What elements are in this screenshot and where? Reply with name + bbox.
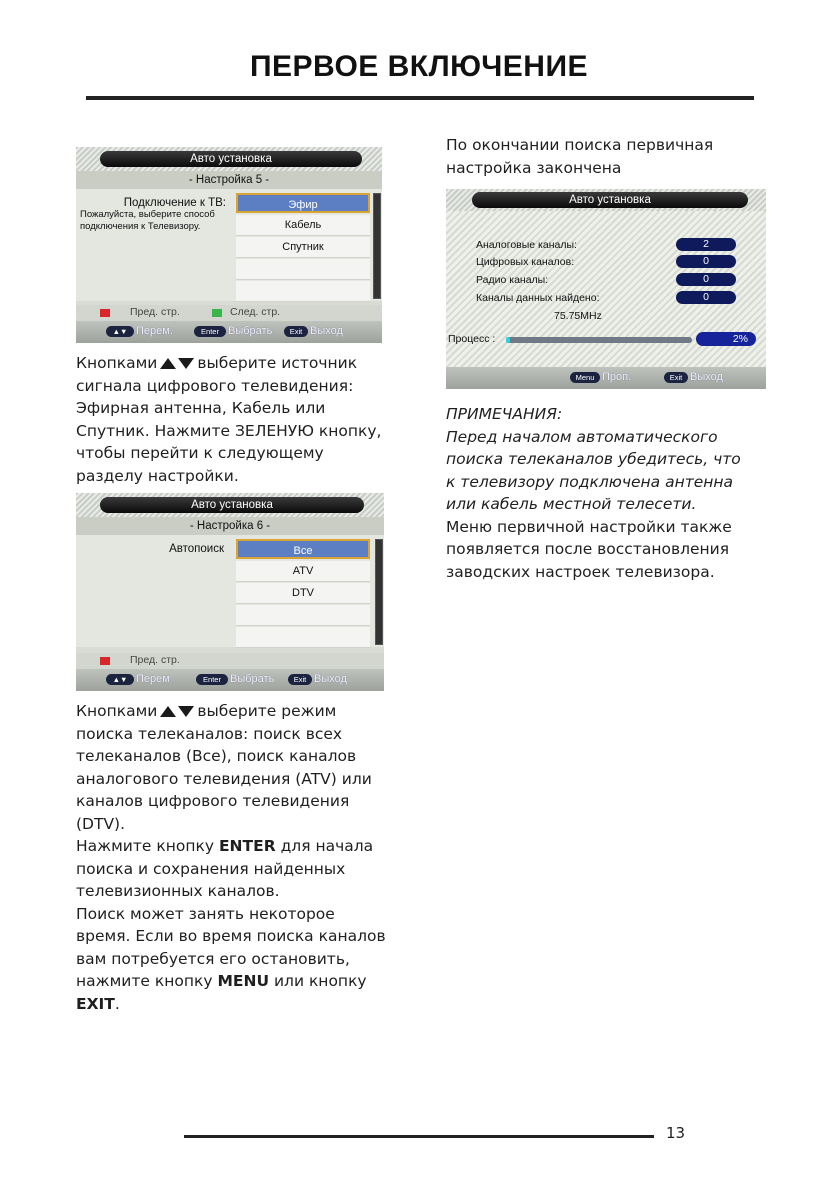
footer-rule (184, 1135, 654, 1138)
screen1-label: Подключение к ТВ: (123, 197, 226, 209)
option-kabel[interactable]: Кабель (236, 215, 370, 236)
row-data-value: 0 (676, 291, 736, 304)
row-analog-value: 2 (676, 238, 736, 251)
notes-extra: Меню первичной настройки также появляется после восстановления заводских настроек телевизора. (446, 517, 732, 581)
progress-percent: 2% (696, 332, 756, 346)
screen2-header: Авто установка (100, 497, 364, 513)
row-digital-label: Цифровых каналов: (476, 256, 575, 268)
red-key-icon (100, 309, 110, 317)
prev-page-label: Пред. стр. (130, 306, 180, 318)
screen1-hint-1: Пожалуйста, выберите способ (80, 209, 215, 220)
down-arrow-icon (178, 358, 194, 369)
menu-label: Проп. (602, 371, 632, 383)
exit-button-2[interactable]: Exit (288, 674, 312, 685)
enter-button-2[interactable]: Enter (196, 674, 228, 685)
right-intro: По окончании поиска первичная настройка закончена (446, 136, 714, 177)
progress-bar (506, 337, 692, 343)
up-arrow-icon (160, 358, 176, 369)
notes (446, 403, 742, 583)
down-arrow-icon-2 (178, 706, 194, 717)
exit-label: Выход (310, 325, 343, 337)
screen1-hint-2: подключения к Телевизору. (80, 221, 201, 232)
notes-text: Перед началом автоматического поиска телеканалов убедитесь, что к телевизору подключена антенна или кабель местной телесети. (446, 427, 741, 513)
row-radio-value: 0 (676, 273, 736, 286)
screen-setup-6 (76, 493, 384, 691)
screen2-label: Автопоиск (169, 543, 224, 555)
paragraph-search-mode: Кнопками выберите режим поиска телеканалов: поиск всех телеканалов (Все), поиск каналов аналогового телевидения (ATV) или каналов цифрового телевидения (DTV). Нажмите кнопку ENTER для начала поиска и сохранения найденных телевизионных каналов. Поиск может занять некоторое время. Если во время поиска каналов вам потребуется его остановить, нажмите кнопку MENU или кнопку EXIT. (76, 702, 386, 1013)
menu-key-label: MENU (217, 972, 270, 990)
move-button[interactable]: ▲▼ (106, 326, 134, 337)
next-page-label: След. стр. (230, 306, 281, 318)
scrollbar-2[interactable] (375, 539, 383, 645)
page-title: ПЕРВОЕ ВКЛЮЧЕНИЕ (249, 50, 589, 83)
move-label: Перем. (136, 325, 173, 337)
exit-label-3: Выход (690, 371, 723, 383)
screen-setup-5 (76, 147, 382, 343)
row-data-label: Каналы данных найдено: (476, 292, 600, 304)
enter-label: Выбрать (228, 325, 273, 337)
screen2-subheader: - Настройка 6 - (76, 517, 384, 535)
row-radio-label: Радио каналы: (476, 274, 549, 286)
row-analog-label: Аналоговые каналы: (476, 239, 577, 251)
option-vse[interactable]: Все (236, 539, 370, 559)
option-atv[interactable]: ATV (236, 561, 370, 582)
option-empty-1 (236, 259, 370, 280)
screen1-subheader: - Настройка 5 - (76, 171, 382, 189)
option-efir[interactable]: Эфир (236, 193, 370, 213)
red-key-icon-2 (100, 657, 110, 665)
green-key-icon (212, 309, 222, 317)
screen3-header: Авто установка (472, 192, 748, 208)
paragraph-source: Кнопками выберите источник сигнала цифрового телевидения: Эфирная антенна, Кабель или Спутник. Нажмите ЗЕЛЕНУЮ кнопку, чтобы перейти к следующему разделу настройки. (76, 354, 382, 485)
exit-label-2: Выход (314, 673, 347, 685)
enter-label-2: Выбрать (230, 673, 275, 685)
menu-button[interactable]: Menu (570, 372, 600, 383)
page-number: 13 (666, 1124, 686, 1142)
move-label-2: Перем (136, 673, 170, 685)
screen1-header: Авто установка (100, 151, 362, 167)
exit-button[interactable]: Exit (284, 326, 308, 337)
screen-search-progress (446, 189, 766, 389)
notes-title: ПРИМЕЧАНИЯ: (446, 405, 563, 423)
option-dtv[interactable]: DTV (236, 583, 370, 604)
option-empty-2 (236, 281, 370, 302)
option-empty-3 (236, 605, 370, 626)
row-digital-value: 0 (676, 255, 736, 268)
scrollbar[interactable] (373, 193, 381, 299)
prev-page-label-2: Пред. стр. (130, 654, 180, 666)
frequency-readout: 75.75MHz (554, 310, 602, 322)
exit-button-3[interactable]: Exit (664, 372, 688, 383)
move-button-2[interactable]: ▲▼ (106, 674, 134, 685)
title-rule (86, 96, 754, 100)
option-sputnik[interactable]: Спутник (236, 237, 370, 258)
exit-key-label: EXIT (76, 994, 115, 1013)
enter-button[interactable]: Enter (194, 326, 226, 337)
up-arrow-icon-2 (160, 706, 176, 717)
process-label: Процесс : (448, 333, 496, 345)
option-empty-4 (236, 627, 370, 648)
enter-key-label: ENTER (218, 837, 276, 855)
